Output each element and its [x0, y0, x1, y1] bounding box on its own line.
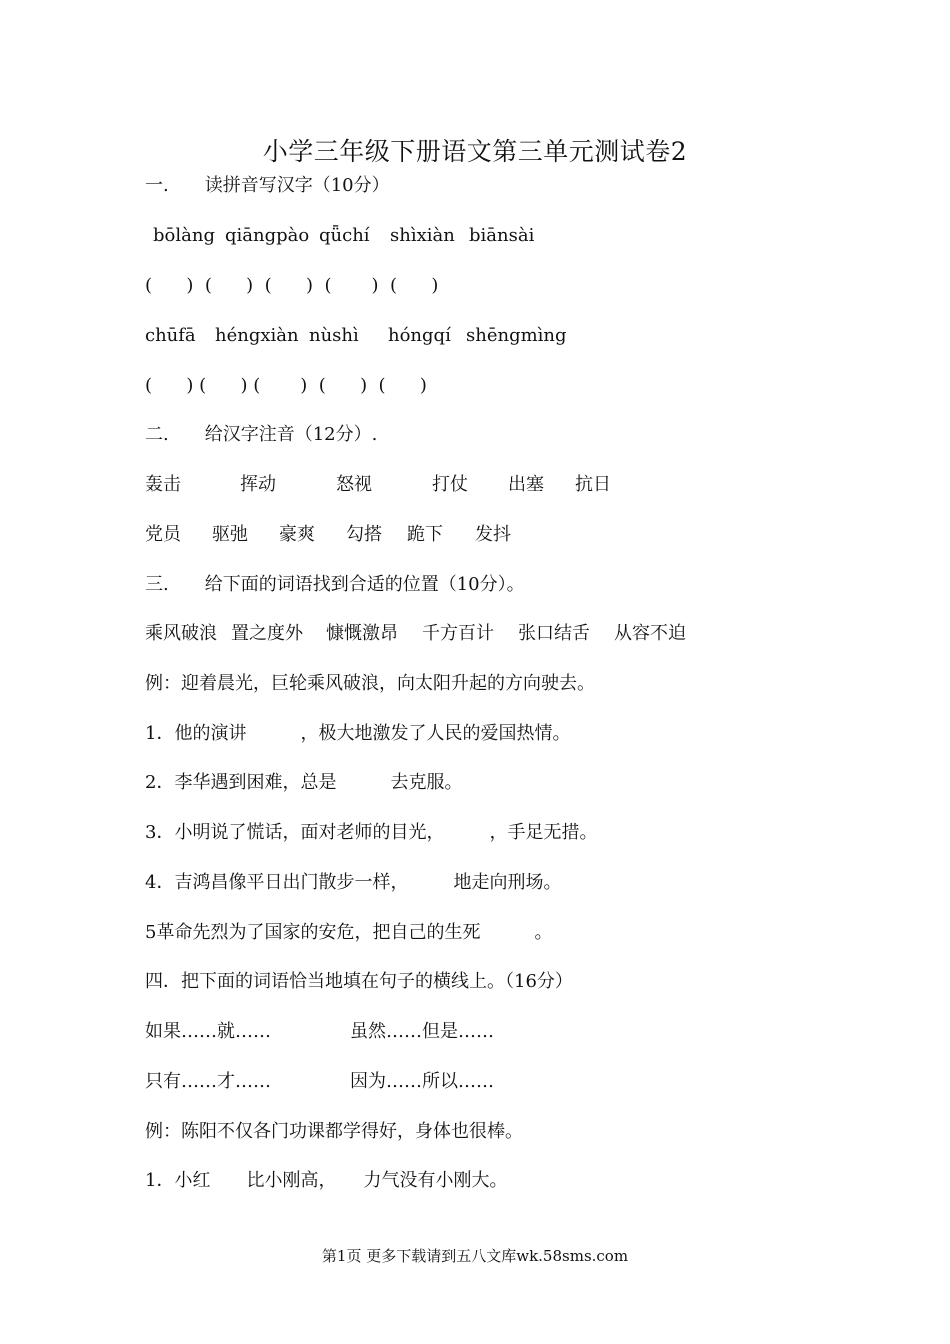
- section1-heading: 一. 读拼音写汉字（10分）: [145, 175, 390, 196]
- page-footer: 第1页 更多下载请到五八文库wk.58sms.com: [321, 1247, 629, 1265]
- conjunction-item: 如果……就……: [145, 1021, 271, 1042]
- hanzi-item: 怒视: [336, 474, 372, 495]
- section3-item-1: 1．他的演讲 ，极大地激发了人民的爱国热情。: [145, 723, 571, 744]
- pinyin-item: hóngqí: [388, 325, 451, 346]
- pinyin-item: chūfā: [145, 325, 196, 346]
- conjunction-item: 只有……才……: [145, 1071, 271, 1092]
- hanzi-item: 驱弛: [212, 524, 248, 545]
- section3-item-2: 2．李华遇到困难，总是 去克服。: [145, 772, 463, 793]
- section4-example: 例：陈阳不仅各门功课都学得好，身体也很棒。: [145, 1121, 523, 1142]
- pinyin-item: bōlàng: [153, 225, 215, 246]
- section3-item-5: 5革命先烈为了国家的安危，把自己的生死 。: [145, 922, 553, 943]
- hanzi-item: 豪爽: [279, 524, 315, 545]
- pinyin-item: shìxiàn: [390, 225, 455, 246]
- hanzi-item: 发抖: [475, 524, 511, 545]
- word-item: 从容不迫: [614, 623, 686, 644]
- hanzi-item: 挥动: [240, 474, 276, 495]
- hanzi-item: 打仗: [432, 474, 468, 495]
- blank-row-1: ( ) ( ) ( ) ( ) ( ): [145, 275, 439, 296]
- page-title: 小学三年级下册语文第三单元测试卷2: [262, 137, 688, 166]
- pinyin-item: shēngmìng: [466, 325, 567, 346]
- hanzi-item: 出塞: [508, 474, 544, 495]
- section4-item-1: 1．小红 比小刚高， 力气没有小刚大。: [145, 1170, 508, 1191]
- hanzi-item: 勾搭: [346, 524, 382, 545]
- pinyin-item: héngxiàn: [215, 325, 299, 346]
- hanzi-item: 跪下: [407, 524, 443, 545]
- pinyin-item: qiāngpào: [225, 225, 310, 246]
- conjunction-item: 因为……所以……: [350, 1071, 494, 1092]
- word-item: 张口结舌: [518, 623, 590, 644]
- word-item: 千方百计: [422, 623, 494, 644]
- section3-example: 例：迎着晨光，巨轮乘风破浪，向太阳升起的方向驶去。: [145, 673, 595, 694]
- hanzi-item: 抗日: [575, 474, 611, 495]
- pinyin-item: qǖchí: [319, 225, 370, 246]
- hanzi-item: 党员: [145, 524, 181, 545]
- hanzi-item: 轰击: [145, 474, 181, 495]
- word-item: 慷慨激昂: [326, 623, 398, 644]
- section3-item-3: 3．小明说了慌话，面对老师的目光， ，手足无措。: [145, 822, 598, 843]
- conjunction-item: 虽然……但是……: [350, 1021, 494, 1042]
- section2-heading: 二. 给汉字注音（12分）.: [145, 424, 378, 445]
- pinyin-item: nùshì: [309, 325, 359, 346]
- section3-heading: 三. 给下面的词语找到合适的位置（10分）。: [145, 574, 525, 595]
- section4-heading: 四．把下面的词语恰当地填在句子的横线上。（16分）: [145, 971, 573, 992]
- section3-item-4: 4．吉鸿昌像平日出门散步一样， 地走向刑场。: [145, 872, 562, 893]
- blank-row-2: ( ) ( ) ( ) ( ) ( ): [145, 375, 427, 396]
- word-item: 乘风破浪: [145, 623, 217, 644]
- pinyin-item: biānsài: [469, 225, 535, 246]
- word-item: 置之度外: [231, 623, 303, 644]
